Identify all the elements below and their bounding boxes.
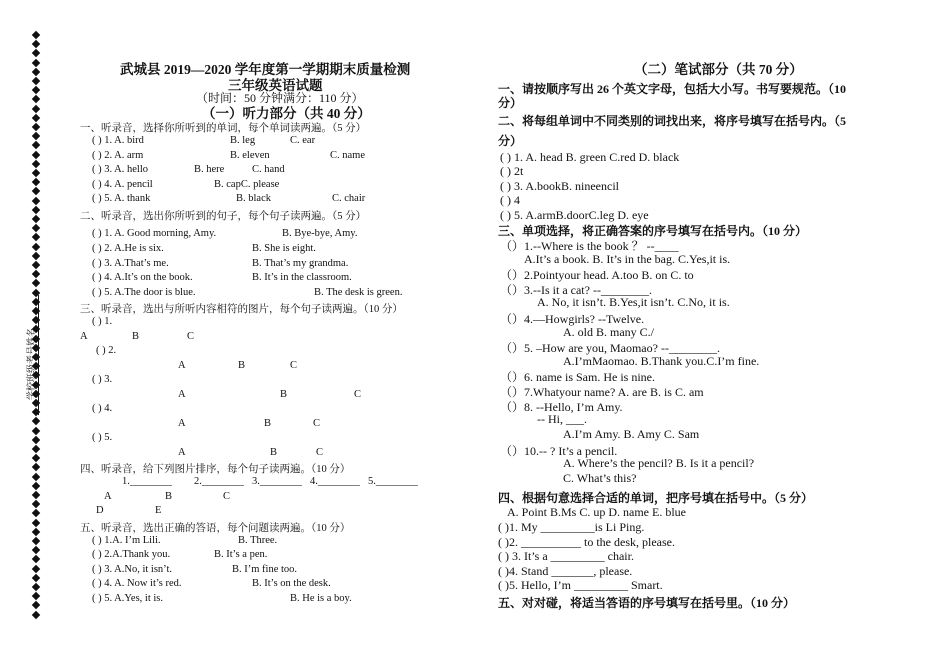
s4-blank-1: 1.________ (122, 476, 172, 487)
q3-line-8: （）5. –How are you, Maomao? --________. (500, 341, 720, 355)
margin-diamond (32, 491, 40, 499)
q5-heading: 五、对对碰，将适当答语的序号填写在括号里。（10 分） (498, 596, 796, 610)
s5-row-1-b: B. Three. (238, 535, 278, 546)
margin-diamond (32, 601, 40, 609)
s1-row-2-b: B. eleven (230, 150, 270, 161)
margin-diamond (32, 178, 40, 186)
s4-letter-b: B (165, 491, 173, 502)
q3-line-15: （）10.-- ? It’s a pencil. (500, 444, 618, 458)
margin-diamond (32, 564, 40, 572)
s2-row-4-b: B. It’s in the classroom. (252, 272, 352, 283)
s5-row-2-b: B. It’s a pen. (214, 549, 268, 560)
margin-diamond (32, 141, 40, 149)
q3-line-9: A.I’mMaomao. B.Thank you.C.I’m fine. (563, 354, 760, 368)
s5-row-5-b: B. He is a boy. (290, 593, 352, 604)
s4-blank-2: 2.________ (194, 476, 244, 487)
binding-margin (30, 32, 44, 612)
q2-item-1: ( ) 1. A. head B. green C.red D. black (500, 150, 680, 164)
s5-row-3-b: B. I’m fine too. (232, 564, 298, 575)
s3-item-3-b: B (280, 389, 288, 400)
s4-letter-d: D (96, 505, 104, 516)
q2-item-4: ( ) 4 (500, 193, 520, 207)
margin-diamond (32, 270, 40, 278)
q1-heading-cont: 分） (498, 96, 523, 110)
margin-diamond (32, 574, 40, 582)
margin-diamond (32, 463, 40, 471)
s3-item-3-c: C (354, 389, 362, 400)
q3-line-5: A. No, it isn’t. B.Yes,it isn’t. C.No, it is. (537, 295, 730, 309)
q3-line-3: （）2.Pointyour head. A.too B. on C. to (500, 268, 694, 282)
margin-diamond (32, 279, 40, 287)
q3-line-10: （）6. name is Sam. He is nine. (500, 370, 655, 384)
s3-item-2-c: C (290, 360, 298, 371)
s1-row-5-a: ( ) 5. A. thank (92, 193, 151, 204)
q4-line-4: ( )4. Stand _______, please. (498, 564, 633, 578)
s3-item-1: ( ) 1. (92, 316, 113, 327)
q4-line-5: ( )5. Hello, I’m _________ Smart. (498, 578, 663, 592)
exam-title: 武城县 2019—2020 学年度第一学期期末质量检测 (120, 62, 411, 77)
margin-diamond (32, 40, 40, 48)
s3-item-4-a: A (178, 418, 186, 429)
margin-diamond (32, 132, 40, 140)
s3-heading: 三、听录音，选出与所听内容相符的图片，每个句子读两遍。（10 分） (80, 304, 403, 315)
binding-margin-label: 学校班级考号姓名 (26, 327, 36, 400)
q4-heading: 四、根据句意选择合适的单词，把序号填在括号中。（5 分） (498, 491, 814, 505)
margin-diamond (32, 215, 40, 223)
q2-heading: 二、将每组单词中不同类别的词找出来，将序号填写在括号内。（5 (498, 114, 847, 128)
margin-diamond (32, 206, 40, 214)
q4-options: A. Point B.Ms C. up D. name E. blue (507, 505, 686, 519)
s2-row-3-a: ( ) 3. A.That’s me. (92, 258, 169, 269)
margin-diamond (32, 252, 40, 260)
q3-line-13: -- Hi, ___. (537, 412, 587, 426)
s5-row-3-a: ( ) 3. A.No, it isn’t. (92, 564, 173, 575)
s3-item-5-c: C (316, 447, 324, 458)
s3-item-1-c: C (187, 331, 195, 342)
margin-diamond (32, 500, 40, 508)
margin-diamond (32, 68, 40, 76)
s3-item-5-a: A (178, 447, 186, 458)
q3-heading: 三、单项选择，将正确答案的序号填写在括号内。（10 分） (498, 224, 808, 238)
s2-row-4-a: ( ) 4. A.It’s on the book. (92, 272, 193, 283)
s4-heading: 四、听录音，给下列图片排序，每个句子读两遍。（10 分） (80, 464, 351, 475)
s3-item-1-a: A (80, 331, 88, 342)
margin-diamond (32, 454, 40, 462)
q3-line-6: （）4.—Howgirls? --Twelve. (500, 312, 645, 326)
s4-blank-4: 4.________ (310, 476, 360, 487)
margin-diamond (32, 95, 40, 103)
s1-row-4-b: B. capC. please (214, 179, 280, 190)
s3-item-3: ( ) 3. (92, 374, 113, 385)
q3-line-11: （）7.Whatyour name? A. are B. is C. am (500, 385, 704, 399)
margin-diamond (32, 187, 40, 195)
s1-row-3-b: B. here (194, 164, 225, 175)
s2-row-5-a: ( ) 5. A.The door is blue. (92, 287, 196, 298)
margin-diamond (32, 472, 40, 480)
s1-row-5-c: C. chair (332, 193, 366, 204)
q4-line-1: ( )1. My _________is Li Ping. (498, 520, 645, 534)
q4-line-2: ( )2. __________ to the desk, please. (498, 535, 675, 549)
margin-diamond (32, 196, 40, 204)
margin-diamond (32, 518, 40, 526)
s4-blank-3: 3.________ (252, 476, 302, 487)
s1-row-1-c: C. ear (290, 135, 316, 146)
q2-item-5: ( ) 5. A.armB.doorC.leg D. eye (500, 208, 649, 222)
margin-diamond (32, 104, 40, 112)
s3-item-2: ( ) 2. (96, 345, 117, 356)
s2-heading: 二、听录音，选出你所听到的句子，每个句子读两遍。（5 分） (80, 211, 367, 222)
q4-line-3: ( ) 3. It’s a _________ chair. (498, 549, 634, 563)
s1-row-1-a: ( ) 1. A. bird (92, 135, 144, 146)
margin-diamond (32, 224, 40, 232)
q2-heading-cont: 分） (498, 134, 523, 148)
s5-row-2-a: ( ) 2.A.Thank you. (92, 549, 171, 560)
s3-item-3-a: A (178, 389, 186, 400)
margin-diamond (32, 233, 40, 241)
q3-line-17: C. What’s this? (563, 471, 637, 485)
s5-row-1-a: ( ) 1.A. I’m Lili. (92, 535, 161, 546)
margin-diamond (32, 169, 40, 177)
s5-row-4-b: B. It’s on the desk. (252, 578, 331, 589)
margin-diamond (32, 445, 40, 453)
s3-item-4: ( ) 4. (92, 403, 113, 414)
q3-line-4: （）3.--Is it a cat? --________. (500, 283, 652, 297)
s1-row-5-b: B. black (236, 193, 271, 204)
part2-heading: （二）笔试部分（共 70 分） (634, 62, 803, 77)
exam-time: （时间：50 分钟满分：110 分） (196, 91, 364, 105)
q3-line-16: A. Where’s the pencil? B. Is it a pencil? (563, 456, 755, 470)
s3-item-2-a: A (178, 360, 186, 371)
margin-diamond (32, 555, 40, 563)
s2-row-1-b: B. Bye-bye, Amy. (282, 228, 358, 239)
s1-row-1-b: B. leg (230, 135, 256, 146)
margin-diamond (32, 546, 40, 554)
margin-diamond (32, 426, 40, 434)
q3-line-14: A.I’m Amy. B. Amy C. Sam (563, 427, 700, 441)
margin-diamond (32, 610, 40, 618)
margin-diamond (32, 482, 40, 490)
margin-diamond (32, 77, 40, 85)
s3-item-5-b: B (270, 447, 278, 458)
margin-diamond (32, 150, 40, 158)
s1-row-4-a: ( ) 4. A. pencil (92, 179, 153, 190)
margin-diamond (32, 114, 40, 122)
margin-diamond (32, 583, 40, 591)
s1-row-3-a: ( ) 3. A. hello (92, 164, 148, 175)
q3-line-2: A.It’s a book. B. It’s in the bag. C.Yes,it is. (524, 252, 731, 266)
s3-item-4-b: B (264, 418, 272, 429)
s4-letter-e: E (155, 505, 162, 516)
margin-diamond (32, 417, 40, 425)
s1-row-2-a: ( ) 2. A. arm (92, 150, 144, 161)
exam-subtitle: 三年级英语试题 (228, 78, 323, 93)
s4-letter-a: A (104, 491, 112, 502)
s5-row-4-a: ( ) 4. A. Now it’s red. (92, 578, 182, 589)
s3-item-4-c: C (313, 418, 321, 429)
s2-row-5-b: B. The desk is green. (314, 287, 403, 298)
margin-diamond (32, 242, 40, 250)
s5-row-5-a: ( ) 5. A.Yes, it is. (92, 593, 163, 604)
margin-diamond (32, 592, 40, 600)
margin-diamond (32, 49, 40, 57)
s5-heading: 五、听录音，选出正确的答语，每个问题读两遍。（10 分） (80, 523, 351, 534)
s1-row-3-c: C. hand (252, 164, 285, 175)
q3-line-7: A. old B. many C./ (563, 325, 655, 339)
s4-blank-5: 5.________ (368, 476, 418, 487)
margin-diamond (32, 528, 40, 536)
s2-row-2-b: B. She is eight. (252, 243, 316, 254)
margin-diamond (32, 31, 40, 39)
s2-row-3-b: B. That’s my grandma. (252, 258, 349, 269)
s3-item-2-b: B (238, 360, 246, 371)
margin-diamond (32, 436, 40, 444)
margin-diamond (32, 123, 40, 131)
margin-diamond (32, 261, 40, 269)
q2-item-2: ( ) 2t (500, 164, 524, 178)
s3-item-1-b: B (132, 331, 140, 342)
q1-heading: 一、请按顺序写出 26 个英文字母，包括大小写。书写要规范。（10 (498, 82, 847, 96)
s4-letter-c: C (223, 491, 231, 502)
q3-line-12: （）8. --Hello, I’m Amy. (500, 400, 623, 414)
margin-diamond (32, 537, 40, 545)
s3-item-5: ( ) 5. (92, 432, 113, 443)
margin-diamond (32, 58, 40, 66)
s2-row-1-a: ( ) 1. A. Good morning, Amy. (92, 228, 217, 239)
s1-heading: 一、听录音，选择你所听到的单词，每个单词读两遍。（5 分） (80, 123, 367, 134)
s1-row-2-c: C. name (330, 150, 365, 161)
q2-item-3: ( ) 3. A.bookB. nineencil (500, 179, 619, 193)
binding-line (38, 295, 39, 415)
q3-line-1: （）1.--Where is the book ？ --____ (500, 239, 679, 253)
margin-diamond (32, 86, 40, 94)
margin-diamond (32, 509, 40, 517)
part1-heading: （一）听力部分（共 40 分） (202, 106, 371, 121)
s2-row-2-a: ( ) 2. A.He is six. (92, 243, 164, 254)
margin-diamond (32, 160, 40, 168)
